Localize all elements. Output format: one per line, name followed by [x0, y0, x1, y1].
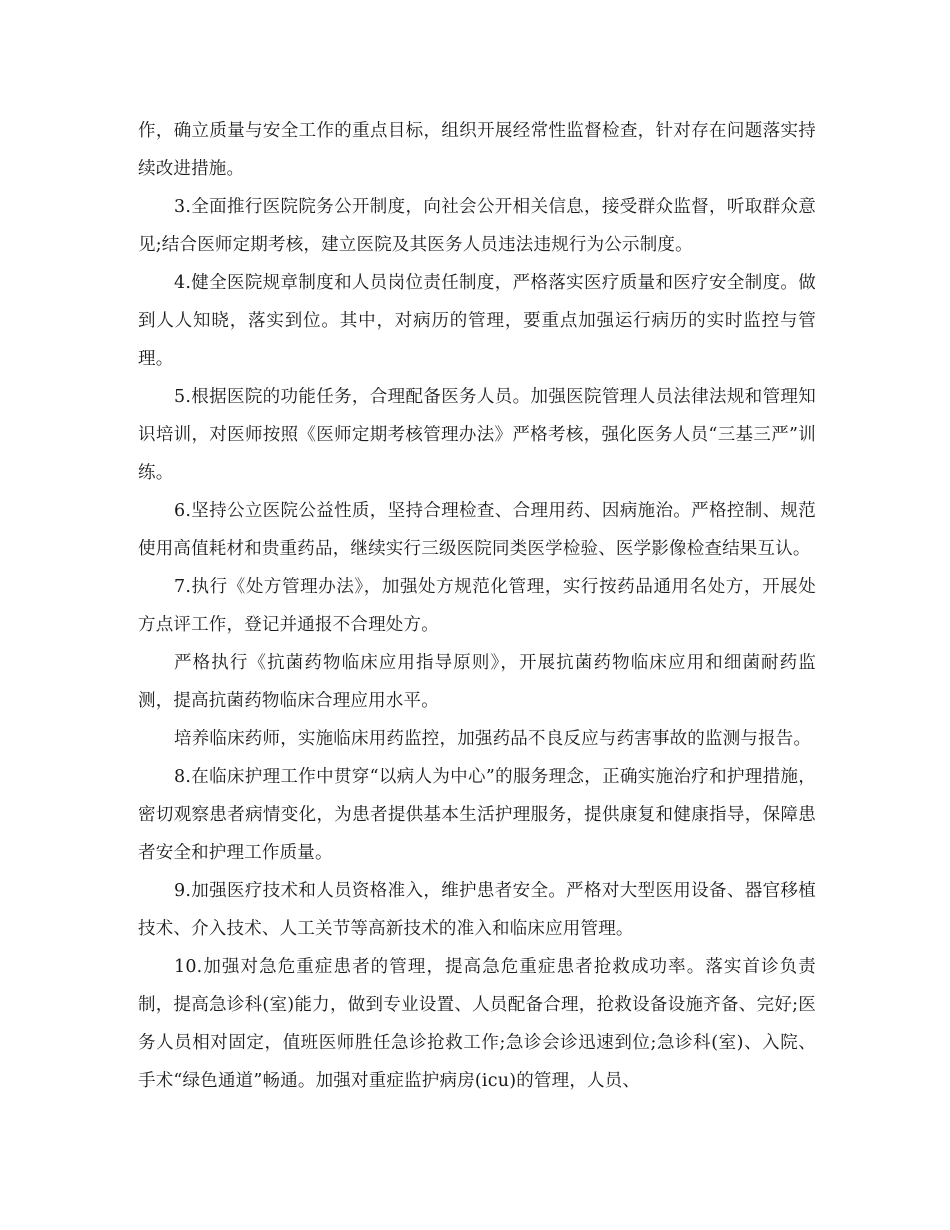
paragraph-antibiotics: 严格执行《抗菌药物临床应用指导原则》，开展抗菌药物临床应用和细菌耐药监测，提高抗菌药物临床合理应用水平。 [138, 653, 816, 711]
paragraph-item-4: 4.健全医院规章制度和人员岗位责任制度，严格落实医疗质量和医疗安全制度。做到人人知晓，落实到位。其中，对病历的管理，要重点加强运行病历的实时监控与管理。 [138, 273, 816, 369]
document-body [138, 112, 816, 1100]
paragraph-item-10: 10.加强对急危重症患者的管理，提高急危重症患者抢救成功率。落实首诊负责制，提高急诊科(室)能力，做到专业设置、人员配备合理，抢救设备设施齐备、完好;医务人员相对固定，值班医师胜任急诊抢救工作;急诊会诊迅速到位;急诊科(室)、入院、手术“绿色通道”畅通。加强对重症监护病房(icu)的管理，人员、 [138, 957, 816, 1091]
paragraph-item-6: 6.坚持公立医院公益性质，坚持合理检查、合理用药、因病施治。严格控制、规范使用高值耗材和贵重药品，继续实行三级医院同类医学检验、医学影像检查结果互认。 [138, 501, 816, 559]
paragraph-pharmacists: 培养临床药师，实施临床用药监控，加强药品不良反应与药害事故的监测与报告。 [174, 729, 812, 749]
paragraph-item-3: 3.全面推行医院院务公开制度，向社会公开相关信息，接受群众监督，听取群众意见;结合医师定期考核，建立医院及其医务人员违法违规行为公示制度。 [138, 197, 816, 255]
paragraph-item-9: 9.加强医疗技术和人员资格准入，维护患者安全。严格对大型医用设备、器官移植技术、介入技术、人工关节等高新技术的准入和临床应用管理。 [138, 881, 816, 939]
paragraph-item-5: 5.根据医院的功能任务，合理配备医务人员。加强医院管理人员法律法规和管理知识培训，对医师按照《医师定期考核管理办法》严格考核，强化医务人员“三基三严”训练。 [138, 387, 816, 483]
paragraph-continued: 作，确立质量与安全工作的重点目标，组织开展经常性监督检查，针对存在问题落实持续改进措施。 [138, 121, 816, 179]
paragraph-item-8: 8.在临床护理工作中贯穿“以病人为中心”的服务理念，正确实施治疗和护理措施，密切观察患者病情变化，为患者提供基本生活护理服务，提供康复和健康指导，保障患者安全和护理工作质量。 [138, 767, 816, 863]
paragraph-item-7: 7.执行《处方管理办法》，加强处方规范化管理，实行按药品通用名处方，开展处方点评工作，登记并通报不合理处方。 [138, 577, 816, 635]
